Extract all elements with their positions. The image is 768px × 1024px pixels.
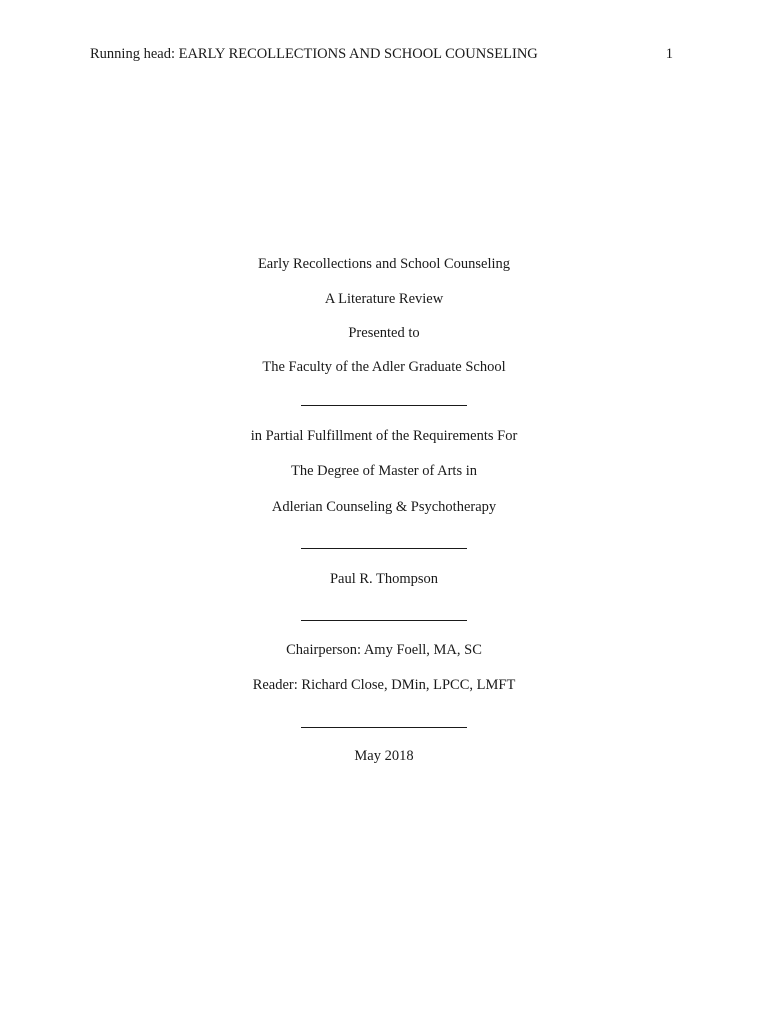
- date-line: May 2018: [354, 748, 414, 764]
- separator-line-2: [301, 548, 467, 549]
- document-type: A Literature Review: [324, 291, 444, 307]
- faculty-line: The Faculty of the Adler Graduate School: [262, 359, 506, 375]
- program-line: Adlerian Counseling & Psychotherapy: [271, 499, 497, 515]
- fulfillment-line: in Partial Fulfillment of the Requirements For: [250, 428, 518, 444]
- reader-line: Reader: Richard Close, DMin, LPCC, LMFT: [252, 677, 516, 693]
- running-head: Running head: EARLY RECOLLECTIONS AND SCHOOL COUNSELING: [90, 46, 538, 62]
- author-name: Paul R. Thompson: [329, 571, 439, 587]
- separator-line-1: [301, 405, 467, 406]
- degree-line: The Degree of Master of Arts in: [290, 463, 478, 479]
- presented-to: Presented to: [348, 325, 420, 341]
- chairperson-line: Chairperson: Amy Foell, MA, SC: [286, 642, 482, 658]
- separator-line-3: [301, 620, 467, 621]
- document-title: Early Recollections and School Counseling: [257, 256, 511, 272]
- separator-line-4: [301, 727, 467, 728]
- page-number: 1: [665, 46, 673, 62]
